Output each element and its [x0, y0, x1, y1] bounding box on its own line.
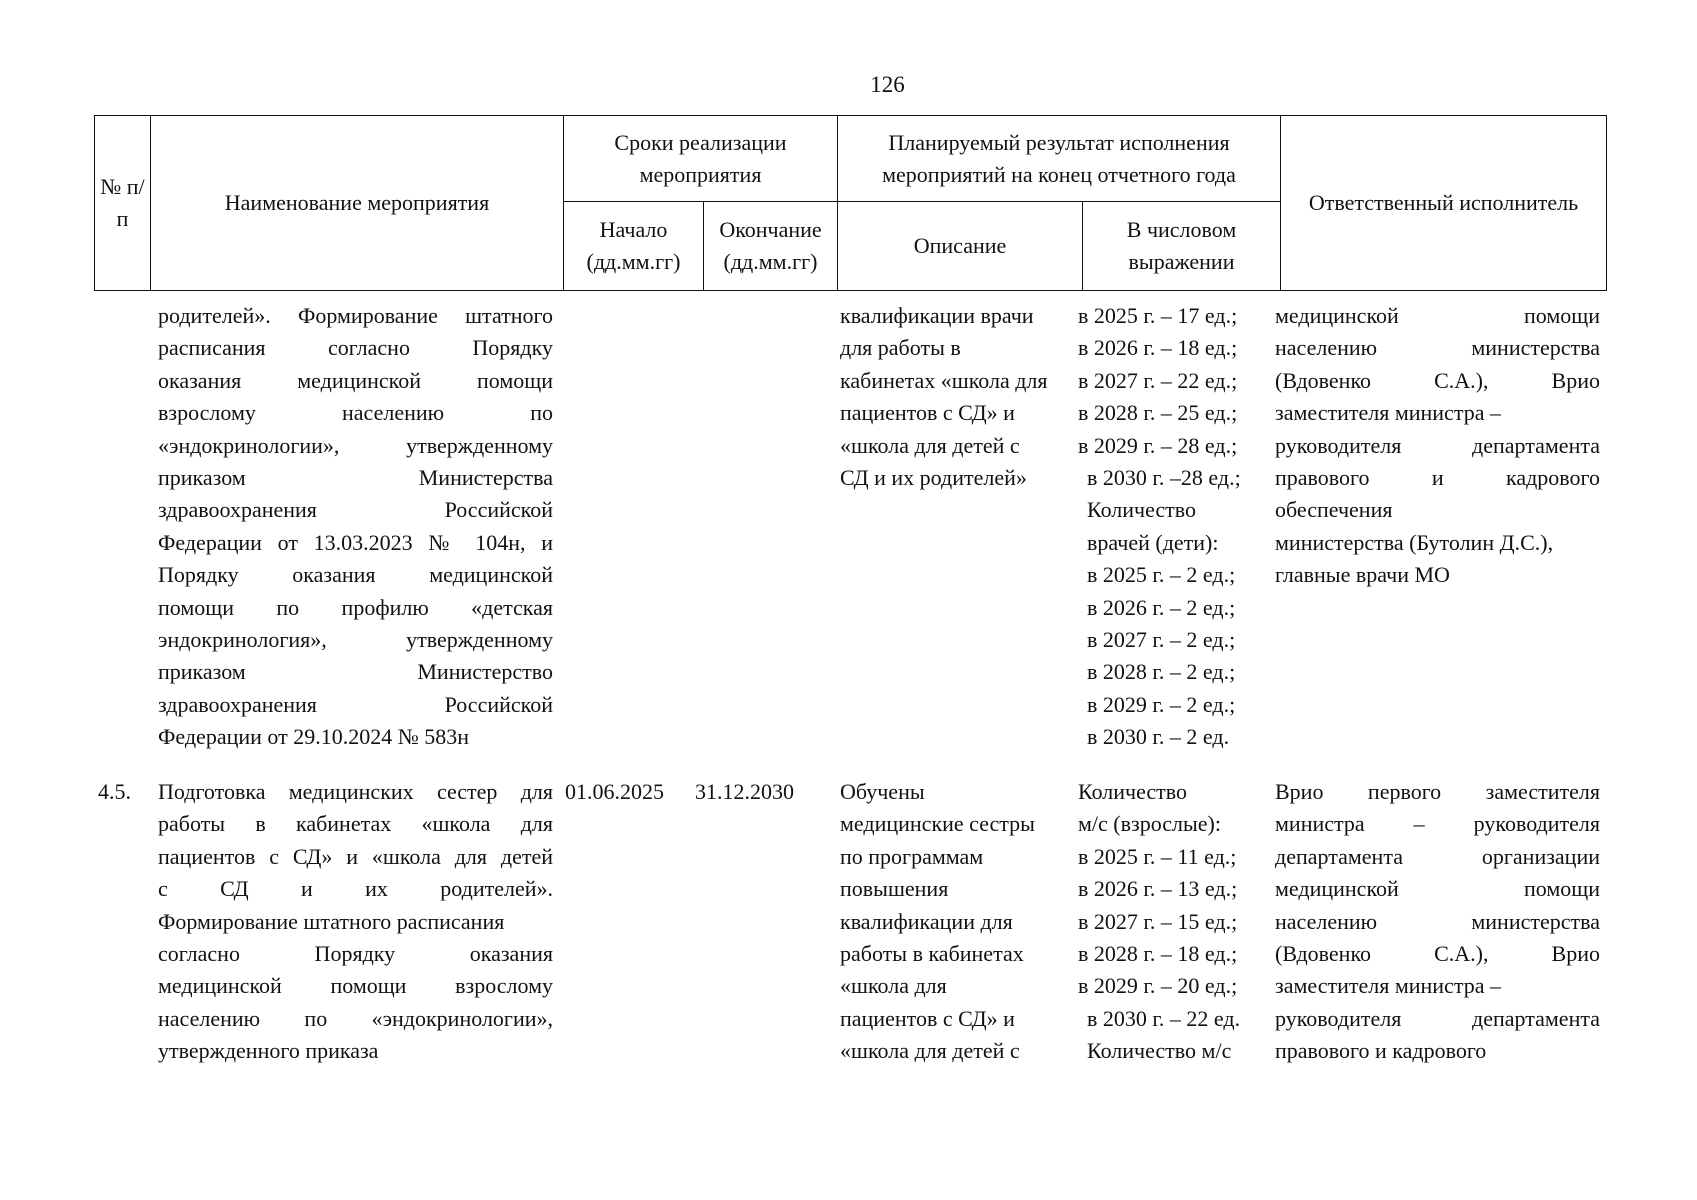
text-line: медицинской помощи взрослому	[158, 973, 553, 999]
text-line: согласно Порядку оказания	[158, 941, 553, 967]
text-line: в 2029 г. – 20 ед.;	[1078, 973, 1238, 999]
text-line: Федерации от 29.10.2024 № 583н	[158, 724, 469, 750]
text-line: родителей». Формирование штатного	[158, 303, 553, 328]
text-line: квалификации врачи	[840, 303, 1034, 328]
text-line: главные врачи МО	[1275, 562, 1450, 588]
text-line: обеспечения	[1275, 497, 1393, 523]
text-line: пациентов с СД» и	[840, 1005, 1015, 1031]
row-number: 4.5.	[98, 779, 131, 804]
text-line: эндокринология», утвержденному	[158, 627, 553, 653]
header-start: Начало (дд.мм.гг)	[564, 202, 704, 291]
header-terms: Сроки реализации мероприятия	[564, 116, 838, 202]
text-line: правового и кадрового	[1275, 1038, 1487, 1064]
text-line: по программам	[840, 843, 984, 869]
text-line: в 2025 г. – 11 ед.;	[1078, 843, 1237, 869]
text-line: работы в кабинетах «школа для	[158, 811, 553, 837]
table-body	[0, 290, 1697, 1200]
text-line: Обучены	[840, 779, 925, 804]
text-line: в 2028 г. – 25 ед.;	[1078, 400, 1238, 426]
text-line: для работы в	[840, 335, 961, 361]
text-line: здравоохранения Российской	[158, 497, 553, 523]
text-line: в 2027 г. – 22 ед.;	[1078, 367, 1238, 393]
text-line: в 2027 г. – 2 ед.;	[1087, 627, 1236, 653]
text-line: Подготовка медицинских сестер для	[158, 779, 553, 804]
text-line: м/с (взрослые):	[1078, 811, 1221, 837]
text-line: Врио первого заместителя	[1275, 779, 1600, 804]
header-description: Описание	[838, 202, 1083, 291]
text-line: министерства (Бутолин Д.С.),	[1275, 529, 1554, 555]
text-line: повышения	[840, 876, 949, 902]
text-line: в 2029 г. – 28 ед.;	[1078, 432, 1238, 458]
text-line: населению министерства	[1275, 335, 1600, 361]
result-description	[840, 300, 1070, 494]
text-line: в 2030 г. – 22 ед.	[1087, 1005, 1241, 1031]
text-line: Количество	[1078, 779, 1188, 804]
text-line: руководителя департамента	[1275, 1005, 1600, 1031]
text-line: в 2026 г. – 2 ед.;	[1087, 594, 1236, 620]
text-line: в 2026 г. – 13 ед.;	[1078, 876, 1238, 902]
text-line: медицинские сестры	[840, 811, 1035, 837]
text-line: оказания медицинской помощи	[158, 367, 553, 393]
text-line: в 2027 г. – 15 ед.;	[1078, 908, 1238, 934]
text-line: приказом Министерство	[158, 659, 553, 685]
text-line: в 2025 г. – 2 ед.;	[1087, 562, 1236, 588]
text-line: населению по «эндокринологии»,	[158, 1005, 553, 1031]
text-line: в 2030 г. – 2 ед.	[1087, 724, 1230, 750]
text-line: населению министерства	[1275, 908, 1600, 934]
text-line: «эндокринологии», утвержденному	[158, 432, 553, 458]
responsible-executor	[1275, 300, 1600, 592]
text-line: «школа для	[840, 973, 947, 999]
text-line: департамента организации	[1275, 843, 1600, 869]
text-line: кабинетах «школа для	[840, 367, 1048, 393]
text-line: «школа для детей с	[840, 432, 1020, 458]
text-line: министра – руководителя	[1275, 811, 1600, 837]
end-date: 31.12.2030	[695, 779, 794, 804]
text-line: взрослому населению по	[158, 400, 553, 426]
result-description	[840, 776, 1070, 1068]
result-numeric	[1078, 776, 1268, 1068]
header-responsible: Ответственный исполнитель	[1281, 116, 1607, 291]
text-line: врачей (дети):	[1087, 529, 1219, 555]
text-line: (Вдовенко С.А.), Врио	[1275, 367, 1600, 393]
header-num: № п/п	[95, 116, 151, 291]
text-line: пациентов с СД» и «школа для детей	[158, 843, 553, 869]
header-result: Планируемый результат исполнения мероприятий на конец отчетного года	[838, 116, 1281, 202]
text-line: Количество	[1087, 497, 1197, 523]
text-line: здравоохранения Российской	[158, 691, 553, 717]
text-line: Федерации от 13.03.2023 № 104н, и	[158, 529, 553, 555]
text-line: Количество м/с	[1087, 1038, 1232, 1064]
header-end: Окончание (дд.мм.гг)	[704, 202, 838, 291]
text-line: приказом Министерства	[158, 465, 553, 491]
text-line: в 2028 г. – 18 ед.;	[1078, 941, 1238, 967]
header-numeric: В числовом выражении	[1083, 202, 1281, 291]
text-line: пациентов с СД» и	[840, 400, 1015, 426]
page-number: 126	[870, 72, 905, 97]
text-line: в 2030 г. –28 ед.;	[1087, 465, 1241, 491]
text-line: медицинской помощи	[1275, 876, 1600, 902]
activity-name	[158, 300, 553, 754]
text-line: в 2028 г. – 2 ед.;	[1087, 659, 1236, 685]
text-line: Порядку оказания медицинской	[158, 562, 553, 588]
text-line: СД и их родителей»	[840, 465, 1027, 491]
text-line: квалификации для	[840, 908, 1013, 934]
text-line: Формирование штатного расписания	[158, 908, 505, 934]
text-line: расписания согласно Порядку	[158, 335, 553, 361]
text-line: в 2025 г. – 17 ед.;	[1078, 303, 1238, 328]
text-line: руководителя департамента	[1275, 432, 1600, 458]
text-line: (Вдовенко С.А.), Врио	[1275, 941, 1600, 967]
text-line: утвержденного приказа	[158, 1038, 379, 1064]
start-date: 01.06.2025	[565, 779, 664, 804]
text-line: в 2029 г. – 2 ед.;	[1087, 691, 1236, 717]
text-line: заместителя министра –	[1275, 973, 1501, 999]
text-line: заместителя министра –	[1275, 400, 1501, 426]
text-line: в 2026 г. – 18 ед.;	[1078, 335, 1238, 361]
text-line: «школа для детей с	[840, 1038, 1020, 1064]
text-line: помощи по профилю «детская	[158, 594, 553, 620]
table-header	[94, 115, 1607, 291]
responsible-executor	[1275, 776, 1600, 1068]
activity-name	[158, 776, 553, 1068]
text-line: правового и кадрового	[1275, 465, 1600, 491]
result-numeric	[1078, 300, 1268, 754]
text-line: медицинской помощи	[1275, 303, 1600, 328]
text-line: с СД и их родителей».	[158, 876, 553, 902]
header-name: Наименование мероприятия	[151, 116, 564, 291]
text-line: работы в кабинетах	[840, 941, 1024, 967]
